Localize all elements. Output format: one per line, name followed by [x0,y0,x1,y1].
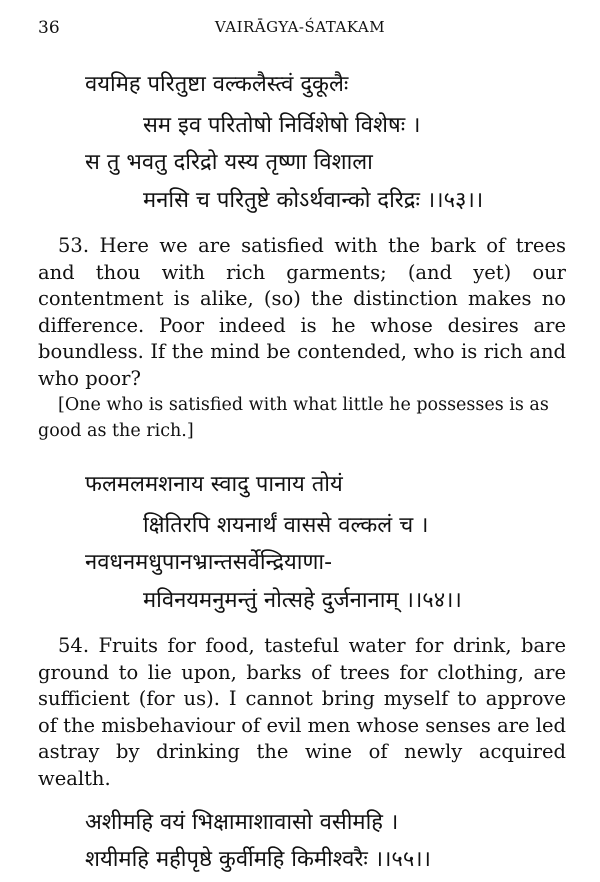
running-title: VAIRĀGYA-ŚATAKAM [214,18,386,36]
note-53: [One who is satisfied with what little he possesses is as good as the rich.] [38,395,549,441]
translation-53: 53. Here we are satisfied with the bark of trees and thou with rich garments; (and yet) our contentment is alike, (so) the distinction makes no difference. Poor indeed is he whose desires are boundless. If the mind be contended, who is rich and who poor? [38,234,566,390]
verse-54-line-4: मविनयमनुमन्तुं नोत्सहे दुर्जनानाम् ।।५४।। [143,588,462,613]
verse-53-line-3: स तु भवतु दरिद्रो यस्य तृष्णा विशाला [85,150,373,175]
page-header [0,18,600,42]
verse-53-line-1: वयमिह परितुष्टा वल्कलैस्त्वं दुकूलैः [85,72,349,97]
verse-53-line-4: मनसि च परितुष्टे कोऽर्थवान्को दरिद्रः ।।५३।। [143,188,484,213]
page-number: 36 [38,18,60,38]
verse-55-line-1: अशीमहि वयं भिक्षामाशावासो वसीमहि । [85,810,399,835]
verse-55-line-2: शयीमहि महीपृष्ठे कुर्वीमहि किमीश्वरैः ।।५५।। [85,847,431,872]
translation-54: 54. Fruits for food, tasteful water for drink, bare ground to lie upon, barks of trees for clothing, are sufficient (for us). I cannot bring myself to approve of the misbehaviour of evil men whose senses are led astray by drinking the wine of newly acquired wealth. [38,634,567,790]
verse-53-line-2: सम इव परितोषो निर्विशेषो विशेषः । [143,113,421,138]
verse-54-line-3: नवधनमधुपानभ्रान्तसर्वेन्द्रियाणा- [85,550,333,575]
verse-54-line-2: क्षितिरपि शयनार्थं वाससे वल्कलं च । [143,513,429,538]
verse-54-line-1: फलमलमशनाय स्वादु पानाय तोयं [85,472,343,497]
